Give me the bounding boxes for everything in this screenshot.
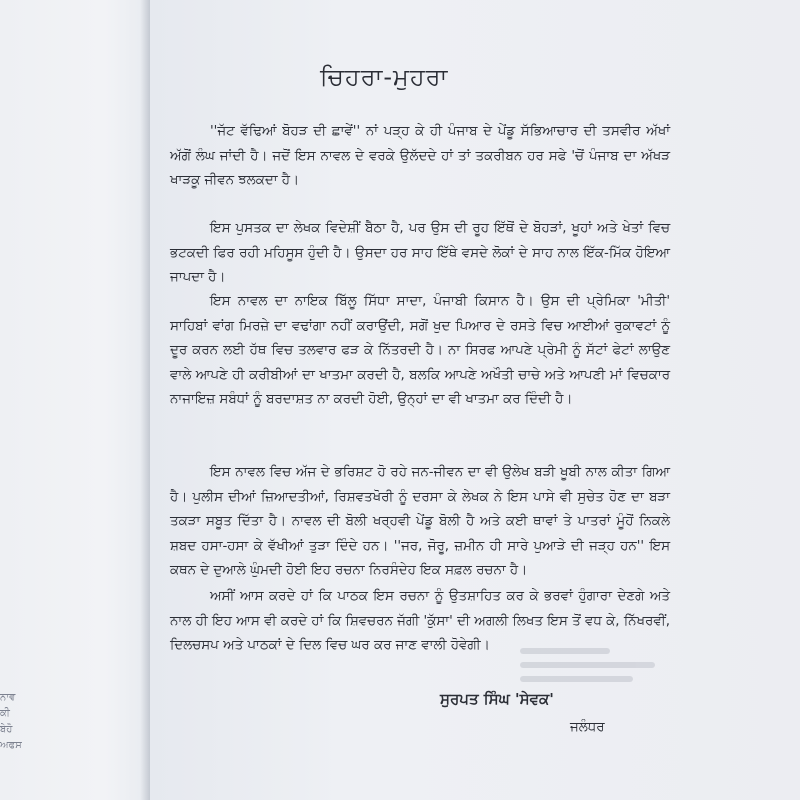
paragraph-text: ਅਸੀਂ ਆਸ ਕਰਦੇ ਹਾਂ ਕਿ ਪਾਠਕ ਇਸ ਰਚਨਾ ਨੂੰ ਉਤਸ਼ਾਹਿਤ ਕਰ ਕੇ ਭਰਵਾਂ ਹੁੰਗਾਰਾ ਦੇਣਗੇ ਅਤੇ ਨਾਲ ਹੀ ਇਹ ਆਸ ਵੀ ਕਰਦੇ ਹਾਂ ਕਿ ਸ਼ਿਵਚਰਨ ਜੱਗੀ 'ਕੁੱਸਾ' ਦੀ ਅਗਲੀ ਲਿਖਤ ਇਸ ਤੋਂ ਵਧ ਕੇ, ਨਿੱਖਰਵੀਂ, ਦਿਲਚਸਪ ਅਤੇ ਪਾਠਕਾਂ ਦੇ ਦਿਲ ਵਿਚ ਘਰ ਕਰ ਜਾਣ ਵਾਲੀ ਹੋਵੇਗੀ। <box>170 589 670 653</box>
adjacent-page-fragments <box>0 690 24 754</box>
margin-fragment: ਕੀ <box>0 708 10 719</box>
margin-fragment: ਨਾਵ <box>0 692 16 703</box>
paragraph-text: ਇਸ ਪੁਸਤਕ ਦਾ ਲੇਖਕ ਵਿਦੇਸ਼ੀਂ ਬੈਠਾ ਹੈ, ਪਰ ਉਸ ਦੀ ਰੂਹ ਇੱਥੋਂ ਦੇ ਬੋਹੜਾਂ, ਖੂਹਾਂ ਅਤੇ ਖੇਤਾਂ ਵਿਚ ਭਟਕਦੀ ਫਿਰ ਰਹੀ ਮਹਿਸੂਸ ਹੁੰਦੀ ਹੈ। ਉਸਦਾ ਹਰ ਸਾਹ ਇੱਥੇ ਵਸਦੇ ਲੋਕਾਂ ਦੇ ਸਾਹ ਨਾਲ ਇੱਕ-ਮਿੱਕ ਹੋਇਆ ਜਾਪਦਾ ਹੈ। <box>170 221 670 285</box>
paragraph-2 <box>170 217 670 291</box>
paragraph-1 <box>170 120 670 194</box>
margin-fragment: ਅਫਸ <box>0 740 22 751</box>
paragraph-3 <box>170 290 670 413</box>
page-title: ਚਿਹਰਾ-ਮੁਹਰਾ <box>320 63 449 91</box>
adjacent-page <box>0 0 150 800</box>
paragraph-text: ਇਸ ਨਾਵਲ ਵਿਚ ਅੱਜ ਦੇ ਭਰਿਸ਼ਟ ਹੋ ਰਹੇ ਜਨ-ਜੀਵਨ ਦਾ ਵੀ ਉਲੇਖ ਬੜੀ ਖੂਬੀ ਨਾਲ ਕੀਤਾ ਗਿਆ ਹੈ। ਪੁਲੀਸ ਦੀਆਂ ਜ਼ਿਆਦਤੀਆਂ, ਰਿਸ਼ਵਤਖੋਰੀ ਨੂੰ ਦਰਸਾ ਕੇ ਲੇਖਕ ਨੇ ਇਸ ਪਾਸੇ ਵੀ ਸੁਚੇਤ ਹੋਣ ਦਾ ਬੜਾ ਤਕੜਾ ਸਬੂਤ ਦਿੱਤਾ ਹੈ। ਨਾਵਲ ਦੀ ਬੋਲੀ ਖਰ੍ਹਵੀ ਪੇਂਡੂ ਬੋਲੀ ਹੈ ਅਤੇ ਕਈ ਥਾਵਾਂ ਤੇ ਪਾਤਰਾਂ ਮੂੰਹੋਂ ਨਿਕਲੇ ਸ਼ਬਦ ਹਸਾ-ਹਸਾ ਕੇ ਵੱਖੀਆਂ ਤੁੜਾ ਦਿੰਦੇ ਹਨ। ''ਜਰ, ਜੋਰੂ, ਜ਼ਮੀਨ ਹੀ ਸਾਰੇ ਪੁਆੜੇ ਦੀ ਜੜ੍ਹ ਹਨ'' ਇਸ ਕਥਨ ਦੇ ਦੁਆਲੇ ਘੁੰਮਦੀ ਹੋਈ ਇਹ ਰਚਨਾ ਨਿਰਸੰਦੇਹ ਇਕ ਸਫ਼ਲ ਰਚਨਾ ਹੈ। <box>170 465 670 578</box>
paragraph-4 <box>170 461 670 584</box>
author-location: ਜਲੰਧਰ <box>570 720 605 735</box>
paragraph-text: ਇਸ ਨਾਵਲ ਦਾ ਨਾਇਕ ਬਿੱਲੂ ਸਿੱਧਾ ਸਾਦਾ, ਪੰਜਾਬੀ ਕਿਸਾਨ ਹੈ। ਉਸ ਦੀ ਪ੍ਰੇਮਿਕਾ 'ਮੀਤੀ' ਸਾਹਿਬਾਂ ਵਾਂਗ ਮਿਰਜ਼ੇ ਦਾ ਵਢਾਂਗਾ ਨਹੀਂ ਕਰਾਉਂਦੀ, ਸਗੋਂ ਖੁਦ ਪਿਆਰ ਦੇ ਰਸਤੇ ਵਿਚ ਆਈਆਂ ਰੁਕਾਵਟਾਂ ਨੂੰ ਦੂਰ ਕਰਨ ਲਈ ਹੱਥ ਵਿਚ ਤਲਵਾਰ ਫੜ ਕੇ ਨਿੱਤਰਦੀ ਹੈ। ਨਾ ਸਿਰਫ ਆਪਣੇ ਪ੍ਰੇਮੀ ਨੂੰ ਸੱਟਾਂ ਫੇਟਾਂ ਲਾਉਣ ਵਾਲੇ ਆਪਣੇ ਹੀ ਕਰੀਬੀਆਂ ਦਾ ਖਾਤਮਾ ਕਰਦੀ ਹੈ, ਬਲਕਿ ਆਪਣੇ ਅਖੌਤੀ ਚਾਚੇ ਅਤੇ ਆਪਣੀ ਮਾਂ ਵਿਚਕਾਰ ਨਾਜਾਇਜ਼ ਸਬੰਧਾਂ ਨੂੰ ਬਰਦਾਸ਼ਤ ਨਾ ਕਰਦੀ ਹੋਈ, ਉਨ੍ਹਾਂ ਦਾ ਵੀ ਖਾਤਮਾ ਕਰ ਦਿੰਦੀ ਹੈ। <box>170 294 670 407</box>
author-signature: ਸੁਰਪਤ ਸਿੰਘ 'ਸੇਵਕ' <box>440 690 554 708</box>
margin-fragment: ਬੇਹੋ <box>0 724 13 735</box>
paragraph-text: ''ਜੱਟ ਵੱਢਿਆਂ ਬੋਹੜ ਦੀ ਛਾਵੇਂ'' ਨਾਂ ਪੜ੍ਹ ਕੇ ਹੀ ਪੰਜਾਬ ਦੇ ਪੇਂਡੂ ਸੱਭਿਆਚਾਰ ਦੀ ਤਸਵੀਰ ਅੱਖਾਂ ਅੱਗੋਂ ਲੰਘ ਜਾਂਦੀ ਹੈ। ਜਦੋਂ ਇਸ ਨਾਵਲ ਦੇ ਵਰਕੇ ਉਲੱਦਦੇ ਹਾਂ ਤਾਂ ਤਕਰੀਬਨ ਹਰ ਸਫੇ 'ਚੋਂ ਪੰਜਾਬ ਦਾ ਅੱਖੜ ਖਾੜਕੂ ਜੀਵਨ ਝਲਕਦਾ ਹੈ। <box>170 124 670 188</box>
page-gutter-shadow <box>140 0 150 800</box>
